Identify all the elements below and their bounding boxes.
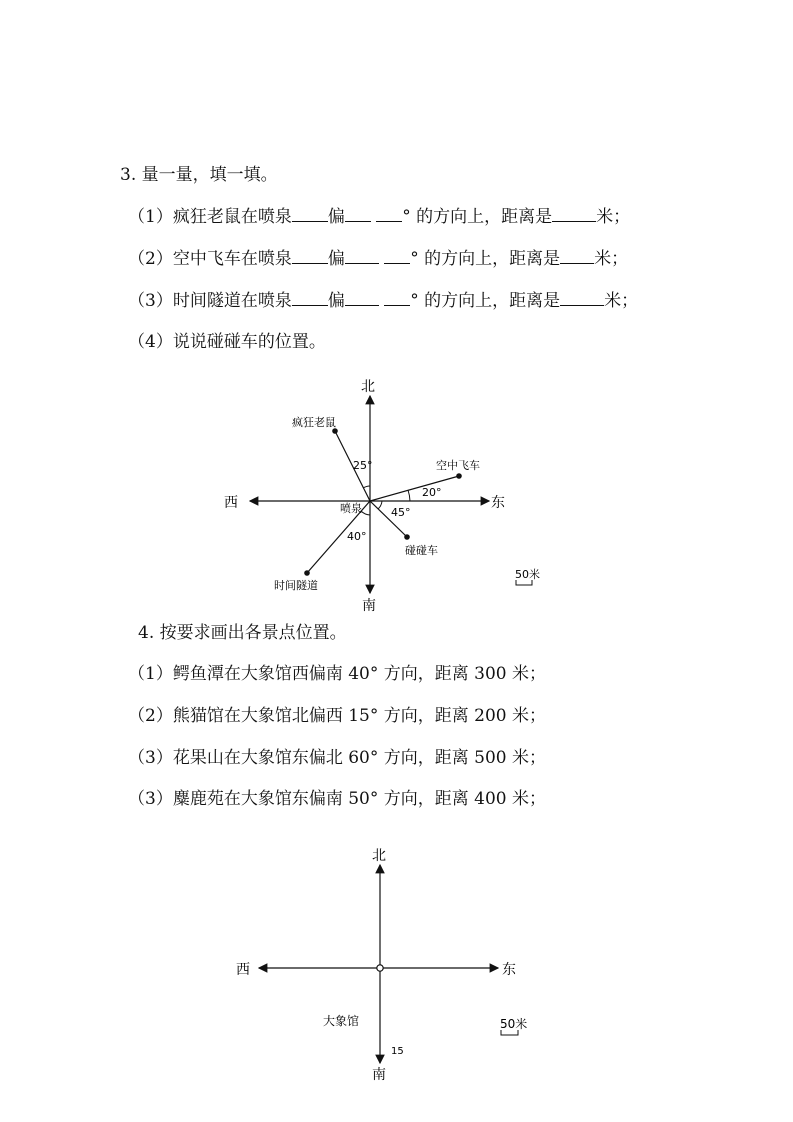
q3-item-2-mid: 偏 — [327, 249, 345, 269]
label-tunnel: 时间隧道 — [274, 579, 318, 592]
label-bumper: 碰碰车 — [405, 544, 438, 557]
ray-flyer — [370, 476, 459, 501]
center-point — [377, 965, 383, 971]
q3-item-1-direction-blank[interactable] — [292, 205, 328, 222]
q3-item-1-mid: 偏 — [327, 207, 345, 227]
label-north: 北 — [361, 379, 375, 395]
q3-item-4: （4）说说碰碰车的位置。 — [128, 332, 326, 352]
q3-item-2-degree-blank[interactable] — [384, 247, 410, 264]
q3-item-2-direction2-blank[interactable] — [345, 247, 379, 264]
q4-item-4: （3）麋鹿苑在大象馆东偏南 50° 方向，距离 400 米； — [128, 789, 547, 809]
q3-item-3-deg: ° — [410, 291, 419, 311]
mark-15: 15 — [391, 1046, 404, 1057]
label-south: 南 — [372, 1067, 386, 1083]
label-east: 东 — [491, 495, 505, 511]
q3-item-2 — [128, 247, 628, 270]
q3-item-1-unit: 米； — [596, 207, 631, 227]
point-mouse — [332, 428, 338, 434]
angle-mouse: 25° — [353, 459, 373, 472]
q3-item-1-degree-blank[interactable] — [376, 205, 402, 222]
q3-item-3-prefix: （3）时间隧道在喷泉 — [128, 291, 292, 311]
q3-item-2-mid2: 的方向上，距离是 — [424, 249, 561, 269]
arc-flyer — [408, 490, 410, 501]
q3-item-1-deg: ° — [402, 207, 411, 227]
q3-item-2-distance-blank[interactable] — [560, 247, 594, 264]
q3-item-2-deg: ° — [410, 249, 419, 269]
label-north: 北 — [372, 848, 386, 864]
point-bumper — [404, 534, 410, 540]
label-center: 大象馆 — [323, 1014, 360, 1028]
q3-title: 3. 量一量，填一填。 — [120, 165, 278, 185]
q4-item-2: （2）熊猫馆在大象馆北偏西 15° 方向，距离 200 米； — [128, 706, 547, 726]
label-flyer: 空中飞车 — [436, 459, 480, 472]
label-east: 东 — [502, 962, 516, 978]
q4-item-3: （3）花果山在大象馆东偏北 60° 方向，距离 500 米； — [128, 748, 547, 768]
angle-flyer: 20° — [422, 486, 442, 499]
q3-item-1-direction2-blank[interactable] — [345, 205, 371, 222]
q3-item-2-unit: 米； — [594, 249, 629, 269]
label-west: 西 — [224, 495, 238, 511]
q3-item-3-unit: 米； — [604, 291, 639, 311]
q3-item-3 — [128, 289, 638, 312]
q3-item-1 — [128, 205, 630, 228]
q3-item-3-degree-blank[interactable] — [384, 289, 410, 306]
q3-item-2-direction-blank[interactable] — [292, 247, 328, 264]
arc-bumper — [378, 501, 382, 509]
q4-item-1: （1）鳄鱼潭在大象馆西偏南 40° 方向，距离 300 米； — [128, 664, 547, 684]
label-center: 喷泉 — [340, 502, 362, 515]
q3-item-3-mid2: 的方向上，距离是 — [424, 291, 561, 311]
q3-item-1-mid2: 的方向上，距离是 — [416, 207, 553, 227]
label-west: 西 — [236, 962, 250, 978]
point-flyer — [456, 473, 462, 479]
angle-bumper: 45° — [391, 506, 411, 519]
q3-item-1-distance-blank[interactable] — [552, 205, 596, 222]
angle-tunnel: 40° — [347, 530, 367, 543]
scale-label: 50米 — [500, 1017, 528, 1031]
q3-direction-diagram — [0, 372, 793, 632]
label-south: 南 — [362, 598, 376, 614]
arc-tunnel — [361, 511, 370, 515]
q3-item-1-prefix: （1）疯狂老鼠在喷泉 — [128, 207, 292, 227]
q4-title: 4. 按要求画出各景点位置。 — [138, 623, 347, 643]
label-mouse: 疯狂老鼠 — [292, 416, 336, 429]
arc-mouse — [363, 486, 370, 488]
q3-item-3-distance-blank[interactable] — [560, 289, 604, 306]
point-tunnel — [304, 570, 310, 576]
q4-direction-diagram — [0, 840, 793, 1100]
q3-item-2-prefix: （2）空中飞车在喷泉 — [128, 249, 292, 269]
q3-item-3-direction-blank[interactable] — [292, 289, 328, 306]
q3-item-3-mid: 偏 — [327, 291, 345, 311]
scale-label: 50米 — [515, 568, 540, 581]
q3-item-3-direction2-blank[interactable] — [345, 289, 379, 306]
